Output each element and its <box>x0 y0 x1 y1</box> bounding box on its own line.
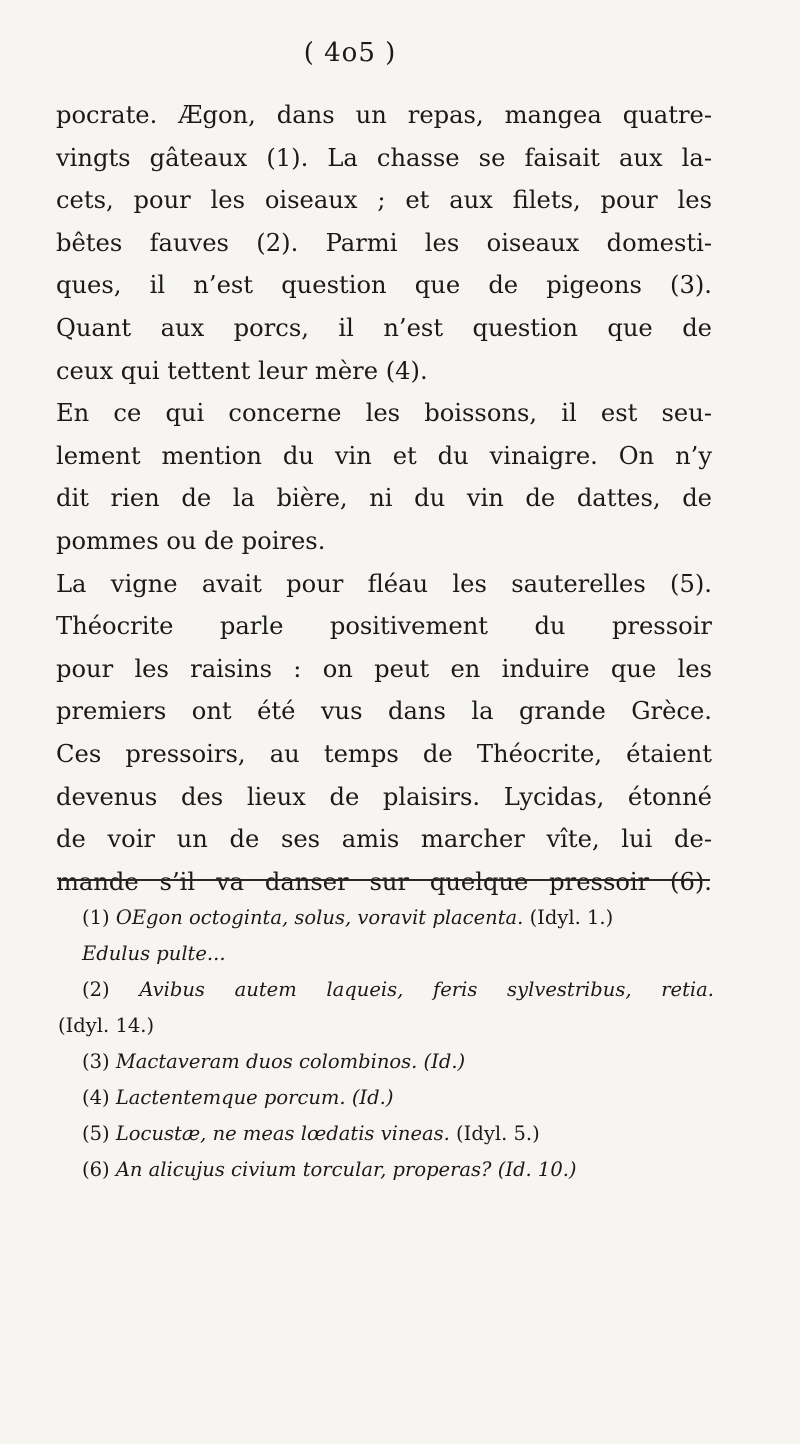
footnote-latin: An alicujus civium torcular, properas? <box>115 1158 492 1181</box>
footnote-number: (2) <box>82 978 110 1001</box>
footnote-2 <box>58 972 714 1008</box>
footnote-5 <box>58 1116 714 1152</box>
footnote-reference: (Id. 10.) <box>497 1158 577 1181</box>
text-line: ques, il n’est question que de pigeons (3). <box>56 271 712 300</box>
footnote-latin: Avibus autem laqueis, feris sylvestribus, retia. <box>139 978 714 1001</box>
text-line: premiers ont été vus dans la grande Grèce. <box>56 697 712 726</box>
footnote-divider <box>58 879 710 881</box>
footnote-3 <box>58 1044 714 1080</box>
text-line: Quant aux porcs, il n’est question que de <box>56 313 712 342</box>
text-line: lement mention du vin et du vinaigre. On n’y <box>56 441 712 470</box>
text-line: pommes ou de poires. <box>56 526 326 555</box>
footnote-reference: (Idyl. 14.) <box>58 1014 155 1037</box>
footnote-number: (4) <box>82 1086 110 1109</box>
footnote-latin: Mactaveram duos colombinos. <box>115 1050 418 1073</box>
footnote-4 <box>58 1080 714 1116</box>
text-line: pour les raisins : on peut en induire que les <box>56 654 712 683</box>
main-text <box>56 94 712 903</box>
page-number: ( 4o5 ) <box>303 38 397 68</box>
footnote-1-continuation <box>58 936 714 972</box>
footnote-reference: (Id.) <box>351 1086 394 1109</box>
footnote-number: (5) <box>82 1122 110 1145</box>
footnote-latin: Lactentemque porcum. <box>115 1086 346 1109</box>
footnote-number: (1) <box>82 906 110 929</box>
footnote-2-continuation <box>58 1008 714 1044</box>
text-line: devenus des lieux de plaisirs. Lycidas, étonné <box>56 782 712 811</box>
text-line: ceux qui tettent leur mère (4). <box>56 356 428 385</box>
footnote-reference: (Id.) <box>423 1050 466 1073</box>
text-line: cets, pour les oiseaux ; et aux filets, pour les <box>56 186 712 215</box>
text-line: Théocrite parle positivement du pressoir <box>56 612 712 641</box>
text-line: vingts gâteaux (1). La chasse se faisait aux la- <box>56 143 712 172</box>
text-line: La vigne avait pour fléau les sauterelles (5). <box>56 569 712 598</box>
text-line: dit rien de la bière, ni du vin de dattes, de <box>56 484 712 513</box>
text-line: bêtes fauves (2). Parmi les oiseaux domesti- <box>56 228 712 257</box>
footnote-number: (3) <box>82 1050 110 1073</box>
footnote-reference: (Idyl. 5.) <box>456 1122 540 1145</box>
footnote-6 <box>58 1152 714 1188</box>
footnote-latin: Locustæ, ne meas lœdatis vineas. <box>115 1122 450 1145</box>
text-line: Ces pressoirs, au temps de Théocrite, étaient <box>56 739 712 768</box>
footnote-latin: OEgon octoginta, solus, voravit placenta. <box>115 906 524 929</box>
text-line: mande s’il va danser sur quelque pressoir (6). <box>56 867 712 896</box>
footnote-1 <box>58 900 714 936</box>
footnote-reference: (Idyl. 1.) <box>529 906 614 929</box>
text-line: de voir un de ses amis marcher vîte, lui de- <box>56 825 712 854</box>
footnote-latin: Edulus pulte... <box>82 942 226 965</box>
footnotes <box>58 900 714 1188</box>
footnote-number: (6) <box>82 1158 110 1181</box>
text-line: pocrate. Ægon, dans un repas, mangea quatre- <box>56 101 712 129</box>
text-line: En ce qui concerne les boissons, il est seu- <box>56 399 712 428</box>
